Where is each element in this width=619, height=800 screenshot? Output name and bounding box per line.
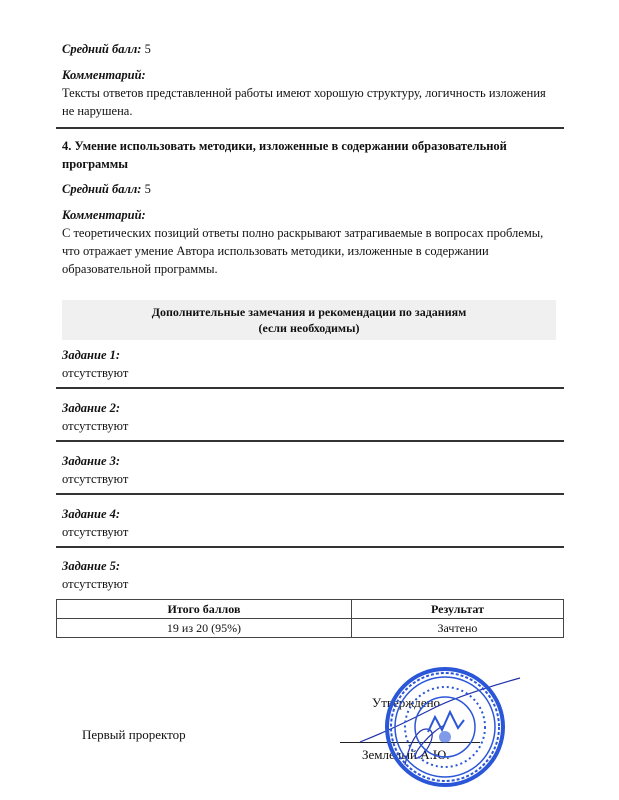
section3-score <box>62 40 151 58</box>
task-value: отсутствуют <box>62 419 129 433</box>
table-header-row <box>57 600 564 619</box>
official-seal <box>380 662 510 792</box>
task-value: отсутствуют <box>62 577 129 591</box>
approved-label: Утверждено <box>372 695 441 710</box>
task-label: Задание 3: <box>62 454 121 468</box>
notes-header <box>62 300 556 340</box>
score-label: Средний балл: <box>62 182 142 196</box>
score-value: 5 <box>144 42 151 56</box>
section4-score <box>62 180 151 198</box>
task-label: Задание 4: <box>62 507 121 521</box>
result-value: Зачтено <box>351 619 563 638</box>
result-header: Результат <box>351 600 563 619</box>
comment-line: С теоретических позиций ответы полно раскрывают затрагиваемые в вопросах проблемы, <box>62 226 544 240</box>
divider <box>56 546 564 548</box>
task-value: отсутствуют <box>62 366 129 380</box>
divider <box>56 493 564 495</box>
divider <box>56 127 564 129</box>
comment-line: Тексты ответов представленной работы имеют хорошую структуру, логичность изложения <box>62 86 546 100</box>
section-heading-line: 4. Умение использовать методики, изложенные в содержании образовательной <box>62 139 507 153</box>
totals-table <box>56 599 564 638</box>
section-heading-line: программы <box>62 157 129 171</box>
signer-name: Землелый А.Ю. <box>362 747 450 762</box>
comment-label: Комментарий: <box>62 68 146 82</box>
notes-header-line: (если необходимы) <box>258 321 360 335</box>
task-label: Задание 5: <box>62 559 121 573</box>
comment-line: образовательной программы. <box>62 262 218 276</box>
comment-line: не нарушена. <box>62 104 133 118</box>
task-value: отсутствуют <box>62 525 129 539</box>
total-header: Итого баллов <box>57 600 352 619</box>
divider <box>56 440 564 442</box>
task-value: отсутствуют <box>62 472 129 486</box>
comment-line: что отражает умение Автора использовать методики, изложенные в содержании <box>62 244 489 258</box>
notes-header-line: Дополнительные замечания и рекомендации по заданиям <box>151 305 467 319</box>
task-label: Задание 2: <box>62 401 121 415</box>
table-row <box>57 619 564 638</box>
divider <box>56 387 564 389</box>
signer-position: Первый проректор <box>82 727 186 742</box>
score-value: 5 <box>144 182 151 196</box>
comment-label: Комментарий: <box>62 208 146 222</box>
task-label: Задание 1: <box>62 348 121 362</box>
total-value: 19 из 20 (95%) <box>57 619 352 638</box>
score-label: Средний балл: <box>62 42 142 56</box>
